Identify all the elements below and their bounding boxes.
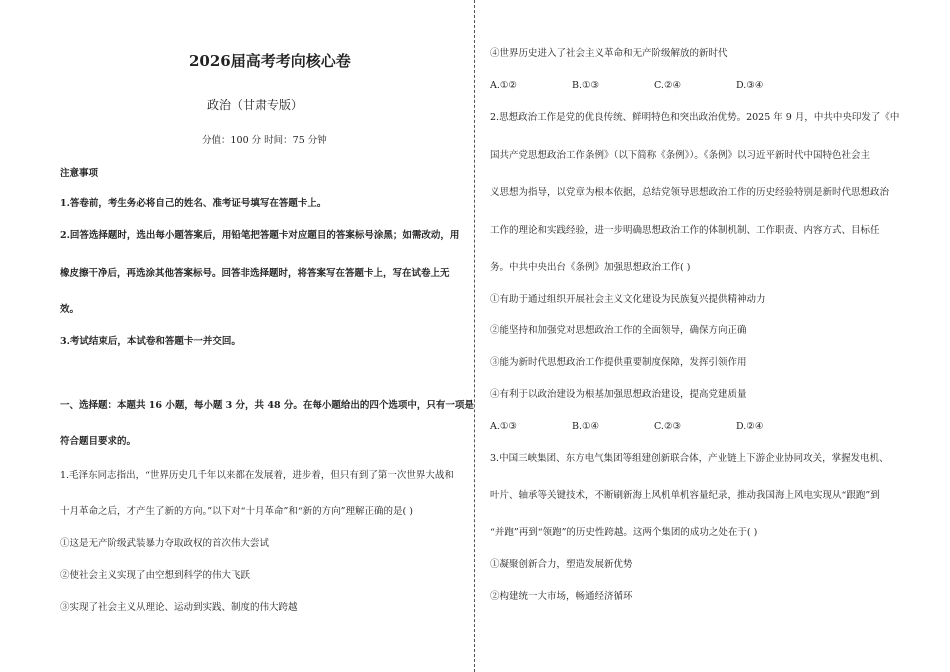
q3-stem-line-2: 叶片、轴承等关键技术，不断刷新海上风机单机容量纪录，推动我国海上风电实现从“跟跑”到	[490, 490, 880, 501]
q1-option-d: D.③④	[736, 80, 764, 91]
q1-statement-1: ①这是无产阶级武装暴力夺取政权的首次伟大尝试	[60, 538, 270, 549]
q2-stem-line-5: 务。中共中央出台《条例》加强思想政治工作( )	[490, 262, 691, 273]
q3-stem-line-3: “并跑”再到“领跑”的历史性跨越。这两个集团的成功之处在于( )	[490, 527, 758, 538]
q2-stem-line-3: 义思想为指导，以党章为根本依据，总结党领导思想政治工作的历史经验特别是新时代思想政治	[490, 187, 890, 198]
q2-option-c: C.②③	[654, 421, 681, 432]
notice-item-3: 3.考试结束后，本试卷和答题卡一并交回。	[60, 336, 241, 347]
q1-stem-line-1: 1.毛泽东同志指出，“世界历史几千年以来都在发展着，进步着，但只有到了第一次世界大战和	[60, 470, 454, 481]
q2-option-a: A.①③	[490, 421, 517, 432]
q2-statement-3: ③能为新时代思想政治工作提供重要制度保障，发挥引领作用	[490, 357, 747, 368]
q2-statement-4: ④有利于以政治建设为根基加强思想政治建设，提高党建质量	[490, 389, 747, 400]
notice-item-2-line-3: 效。	[60, 304, 80, 315]
q1-statement-2: ②使社会主义实现了由空想到科学的伟大飞跃	[60, 570, 251, 581]
exam-subtitle: 政治（甘肃专版）	[207, 98, 304, 112]
notice-heading: 注意事项	[60, 168, 99, 179]
exam-title: 2026届高考考向核心卷	[189, 52, 351, 70]
q1-stem-line-2: 十月革命之后，才产生了新的方向。”以下对“十月革命”和“新的方向”理解正确的是( )	[60, 506, 413, 517]
q2-option-d: D.②④	[736, 421, 764, 432]
q2-option-b: B.①④	[572, 421, 600, 432]
q1-statement-3: ③实现了社会主义从理论、运动到实践、制度的伟大跨越	[60, 602, 298, 613]
column-divider	[474, 0, 475, 672]
score-time: 分值：100 分 时间：75 分钟	[202, 135, 327, 146]
notice-item-2-line-2: 橡皮擦干净后，再选涂其他答案标号。回答非选择题时，将答案写在答题卡上，写在试卷上无	[60, 268, 450, 279]
q1-statement-4: ④世界历史进入了社会主义革命和无产阶级解放的新时代	[490, 48, 728, 59]
q2-statement-1: ①有助于通过组织开展社会主义文化建设为民族复兴提供精神动力	[490, 294, 766, 305]
q2-stem-line-1: 2.思想政治工作是党的优良传统、鲜明特色和突出政治优势。2025 年 9 月，中共中央印发了《中	[490, 112, 900, 123]
q2-statement-2: ②能坚持和加强党对思想政治工作的全面领导，确保方向正确	[490, 325, 747, 336]
q2-stem-line-4: 工作的理论和实践经验，进一步明确思想政治工作的体制机制、工作职责、内容方式、目标任	[490, 225, 880, 236]
section-heading-line-2: 符合题目要求的。	[60, 436, 137, 447]
q1-option-c: C.②④	[654, 80, 681, 91]
notice-item-1: 1.答卷前，考生务必将自己的姓名、准考证号填写在答题卡上。	[60, 198, 327, 209]
notice-item-2-line-1: 2.回答选择题时，选出每小题答案后，用铅笔把答题卡对应题目的答案标号涂黑；如需改动，用	[60, 230, 460, 241]
q2-stem-line-2: 国共产党思想政治工作条例》（以下简称《条例》）。《条例》以习近平新时代中国特色社会主	[490, 150, 871, 161]
q3-statement-1: ①凝聚创新合力，塑造发展新优势	[490, 559, 633, 570]
q3-stem-line-1: 3.中国三峡集团、东方电气集团等组建创新联合体，产业链上下游企业协同攻关，掌握发电机、	[490, 453, 889, 464]
section-heading-line-1: 一、选择题：本题共 16 小题，每小题 3 分，共 48 分。在每小题给出的四个选项中，只有一项是	[60, 400, 474, 411]
q3-statement-2: ②构建统一大市场，畅通经济循环	[490, 591, 633, 602]
q1-option-a: A.①②	[490, 80, 517, 91]
q1-option-b: B.①③	[572, 80, 600, 91]
